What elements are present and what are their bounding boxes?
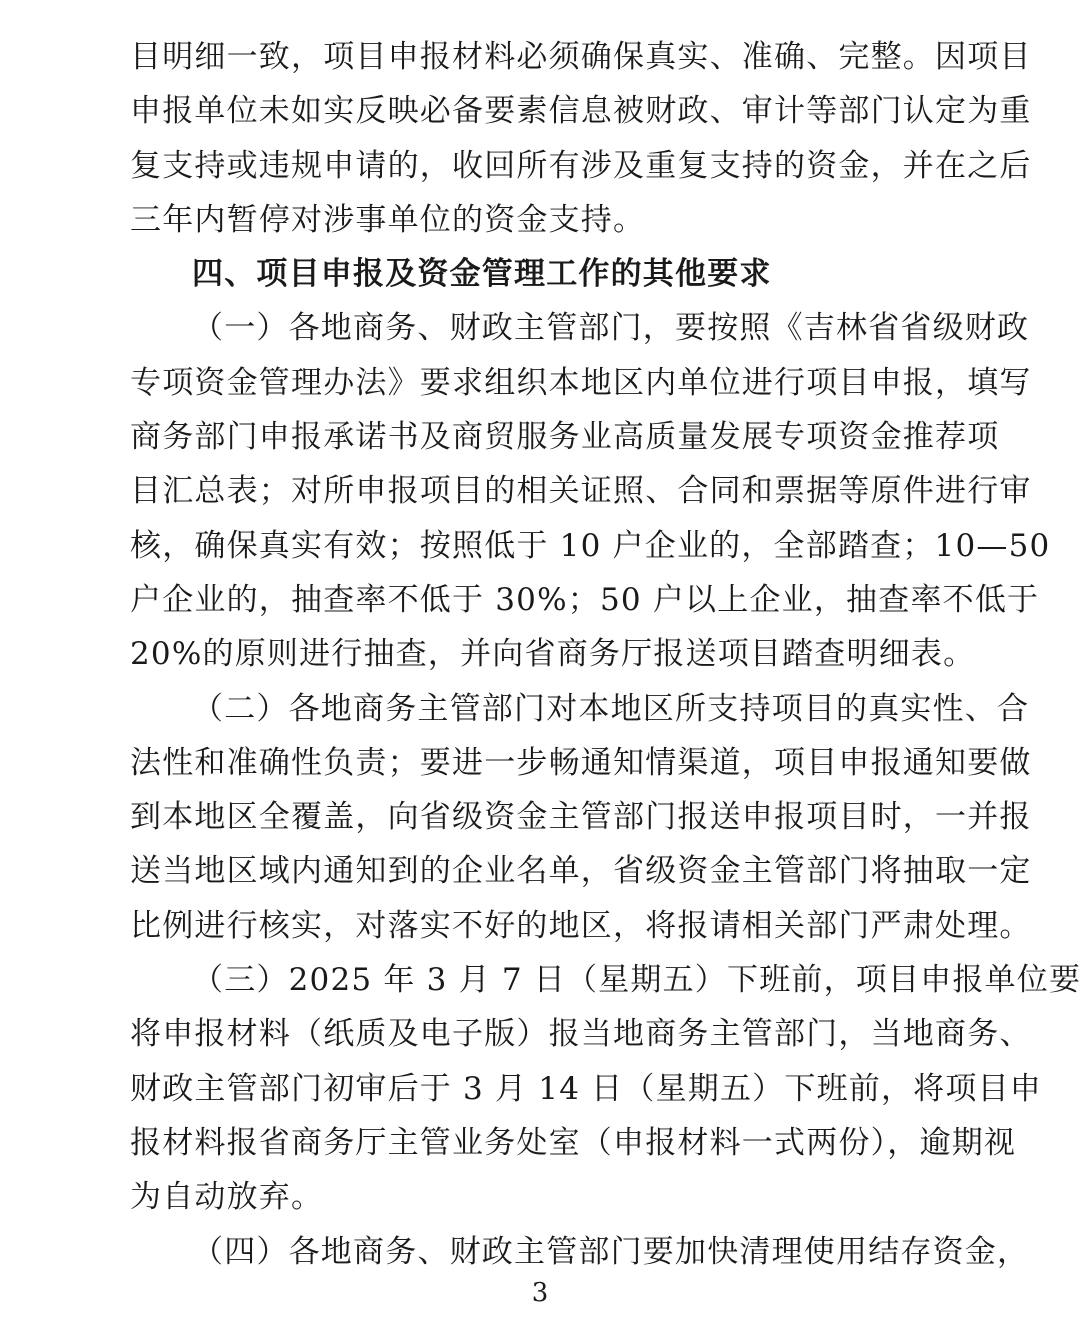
paragraph-line: 法性和准确性负责；要进一步畅通知情渠道，项目申报通知要做 <box>130 744 1032 781</box>
paragraph-line: （四）各地商务、财政主管部门要加快清理使用结存资金， <box>192 1233 1030 1270</box>
paragraph-line: 三年内暂停对涉事单位的资金支持。 <box>130 201 646 238</box>
paragraph-line: 比例进行核实，对落实不好的地区，将报请相关部门严肃处理。 <box>130 907 1032 944</box>
paragraph-line: 复支持或违规申请的，收回所有涉及重复支持的资金，并在之后 <box>130 147 1032 184</box>
paragraph-line: 申报单位未如实反映必备要素信息被财政、审计等部门认定为重 <box>130 93 1032 130</box>
page-number: 3 <box>531 1278 549 1308</box>
paragraph-line: 商务部门申报承诺书及商贸服务业高质量发展专项资金推荐项 <box>130 419 1000 456</box>
paragraph-line: （一）各地商务、财政主管部门，要按照《吉林省省级财政 <box>192 310 1030 347</box>
paragraph-line: 核，确保真实有效；按照低于 10 户企业的，全部踏查；10—50 <box>130 527 1051 564</box>
paragraph-line: 将申报材料（纸质及电子版）报当地商务主管部门，当地商务、 <box>130 1016 1032 1053</box>
paragraph-line: 专项资金管理办法》要求组织本地区内单位进行项目申报，填写 <box>130 364 1032 401</box>
paragraph-line: （三）2025 年 3 月 7 日（星期五）下班前，项目申报单位要 <box>192 962 1081 999</box>
paragraph-line: 送当地区域内通知到的企业名单，省级资金主管部门将抽取一定 <box>130 853 1032 890</box>
paragraph-line: 目明细一致，项目申报材料必须确保真实、准确、完整。因项目 <box>130 39 1032 75</box>
section-heading: 四、项目申报及资金管理工作的其他要求 <box>192 256 772 293</box>
paragraph-line: 目汇总表；对所申报项目的相关证照、合同和票据等原件进行审 <box>130 473 1032 510</box>
paragraph-line: 户企业的，抽查率不低于 30%；50 户以上企业，抽查率不低于 <box>130 581 1040 618</box>
paragraph-line: 为自动放弃。 <box>130 1179 324 1216</box>
paragraph-line: 到本地区全覆盖，向省级资金主管部门报送申报项目时，一并报 <box>130 799 1032 836</box>
paragraph-line: 20%的原则进行抽查，并向省商务厅报送项目踏查明细表。 <box>130 636 976 673</box>
paragraph-line: （二）各地商务主管部门对本地区所支持项目的真实性、合 <box>192 690 1030 727</box>
paragraph-line: 财政主管部门初审后于 3 月 14 日（星期五）下班前，将项目申 <box>130 1070 1042 1107</box>
paragraph-line: 报材料报省商务厅主管业务处室（申报材料一式两份），逾期视 <box>130 1124 1017 1161</box>
document-body <box>130 30 1081 1279</box>
